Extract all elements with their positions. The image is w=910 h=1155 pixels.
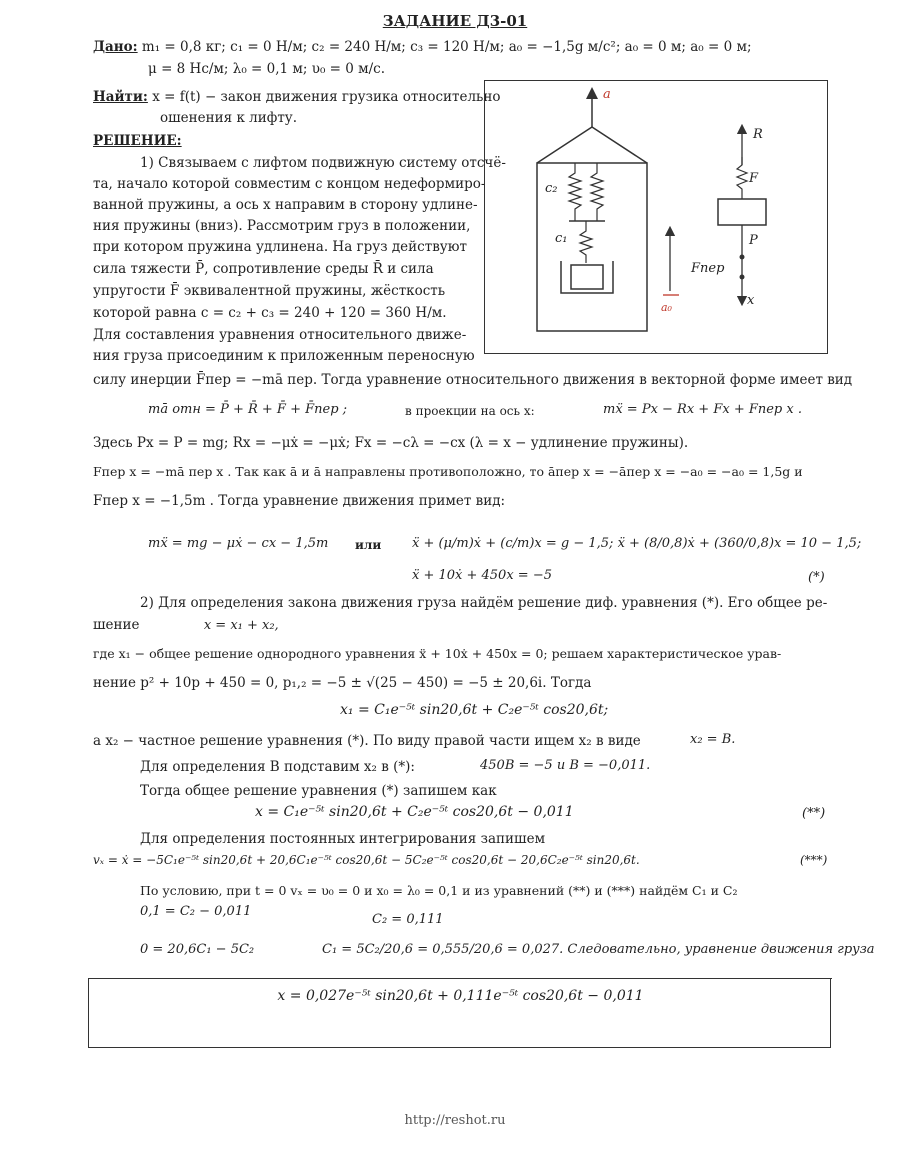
label-a0: a₀ bbox=[661, 301, 672, 314]
p2-line3: где x₁ − общее решение однородного уравнения ẍ + 10ẋ + 450x = 0; решаем характеристическое урав- bbox=[93, 646, 782, 661]
p2-line2-eq: x = x₁ + x₂, bbox=[203, 618, 279, 633]
p2-line2-label: шение bbox=[93, 617, 140, 633]
eq-motion: mẍ = mg − μẋ − cx − 1,5m bbox=[148, 536, 329, 551]
given-line2: μ = 8 Нс/м; λ₀ = 0,1 м; υ₀ = 0 м/с. bbox=[148, 61, 386, 77]
p2-line1: 2) Для определения закона движения груза найдём решение диф. уравнения (*). Его общее ре- bbox=[140, 595, 828, 611]
label-c1: c₁ bbox=[555, 231, 568, 246]
p2-line2 bbox=[93, 614, 279, 637]
const-line: Для определения постоянных интегрирования запишем bbox=[140, 831, 546, 847]
damper bbox=[561, 261, 613, 293]
label-F: F bbox=[749, 171, 759, 186]
x2-line-a: а x₂ − частное решение уравнения (*). По виду правой части ищем x₂ в виде bbox=[93, 733, 641, 749]
eq-final: ẍ + 10ẋ + 450x = −5 bbox=[412, 568, 552, 583]
find-label: Найти: bbox=[93, 89, 148, 105]
p1-line: сила тяжести P̄, сопротивление среды R̄ и сила bbox=[93, 261, 434, 277]
v-eq: vₓ = ẋ = −5C₁e⁻⁵ᵗ sin20,6t + 20,6C₁e⁻⁵ᵗ cos20,6t − 5C₂e⁻⁵ᵗ cos20,6t − 20,6C₂e⁻⁵ᵗ sin20,6t. bbox=[93, 853, 640, 867]
eq-mark-2: (**) bbox=[802, 806, 826, 821]
x2-line-b: x₂ = B. bbox=[690, 732, 736, 747]
mechanism-figure bbox=[484, 80, 828, 354]
spring-c3 bbox=[591, 163, 603, 221]
fbd-block bbox=[718, 199, 766, 225]
p1-line: та, начало которой совместим с концом недеформиро- bbox=[93, 176, 486, 192]
p1-line: Для составления уравнения относительного движе- bbox=[93, 327, 467, 343]
spring-c2 bbox=[569, 163, 581, 221]
p1-line: которой равна c = c₂ + c₃ = 240 + 120 = 360 Н/м. bbox=[93, 305, 447, 321]
eq-projection-label: в проекции на ось x: bbox=[405, 404, 535, 418]
label-P: P bbox=[749, 233, 758, 248]
label-c2: c₂ bbox=[545, 181, 558, 196]
figure-drawing bbox=[485, 81, 826, 352]
find-line2: ошенения к лифту. bbox=[160, 110, 298, 126]
c-eq1: 0,1 = C₂ − 0,011 bbox=[140, 904, 252, 919]
c-eq2: 0 = 20,6C₁ − 5C₂ bbox=[140, 942, 255, 957]
solution-label: РЕШЕНИЕ: bbox=[93, 133, 182, 149]
here-line: Здесь Px = P = mg; Rx = −μẋ = −μẋ; Fx = −cλ = −cx (λ = x − удлинение пружины). bbox=[93, 435, 689, 451]
p1-line: ния груза присоединим к приложенным переносную bbox=[93, 348, 475, 364]
label-a: a bbox=[603, 87, 611, 102]
spring-c1 bbox=[580, 221, 592, 263]
p1-line: 1) Связываем с лифтом подвижную систему отсчё- bbox=[140, 155, 506, 171]
general-eq: x = C₁e⁻⁵ᵗ sin20,6t + C₂e⁻⁵ᵗ cos20,6t − 0,011 bbox=[255, 804, 574, 820]
footer-url[interactable]: http://reshot.ru bbox=[404, 1113, 506, 1128]
find-block bbox=[93, 86, 501, 108]
p1-line: ванной пружины, а ось x направим в сторону удлине- bbox=[93, 197, 478, 213]
load-block bbox=[571, 265, 603, 289]
c-eq3: C₁ = 5C₂/20,6 = 0,555/20,6 = 0,027. Следовательно, уравнение движения груза bbox=[322, 942, 875, 957]
page-title: ЗАДАНИЕ Д3-01 bbox=[382, 12, 528, 30]
inertia-line2: Fпер x = −1,5m . Тогда уравнение движения примет вид: bbox=[93, 493, 506, 509]
eq-projection: mẍ = Px − Rx + Fx + Fпер x . bbox=[603, 402, 802, 417]
general-line: Тогда общее решение уравнения (*) запишем как bbox=[140, 783, 497, 799]
inertia-line: Fпер x = −mā пер x . Так как ā и ā направлены противоположно, то āпер x = −āпер x = −a₀ = −a₀ = 1,5g и bbox=[93, 464, 803, 479]
c-eq1b: C₂ = 0,111 bbox=[372, 912, 444, 927]
x1-eq: x₁ = C₁e⁻⁵ᵗ sin20,6t + C₂e⁻⁵ᵗ cos20,6t; bbox=[340, 702, 609, 718]
eq-mark-3: (***) bbox=[800, 853, 828, 867]
inertia-text: силу инерции F̄пер = −mā пер. Тогда уравнение относительного движения в векторной форме имеет вид bbox=[93, 372, 853, 388]
given-line1: m₁ = 0,8 кг; c₁ = 0 Н/м; c₂ = 240 Н/м; c₃ = 120 Н/м; a₀ = −1,5g м/с²; a₀ = 0 м; a₀ = 0 м; bbox=[141, 39, 752, 55]
elevator-roof bbox=[537, 127, 647, 163]
eq-mark-1: (*) bbox=[808, 570, 825, 585]
eq-or: или bbox=[355, 538, 382, 552]
p1-line: ния пружины (вниз). Рассмотрим груз в положении, bbox=[93, 218, 471, 234]
cond-line: По условию, при t = 0 vₓ = υ₀ = 0 и x₀ = λ₀ = 0,1 и из уравнений (**) и (***) найдём C₁ и C₂ bbox=[140, 883, 738, 898]
given-label: Дано: bbox=[93, 39, 138, 55]
given-block bbox=[93, 36, 752, 58]
label-R: R bbox=[753, 127, 763, 142]
b-line-a: Для определения B подставим x₂ в (*): bbox=[140, 759, 415, 775]
label-Fper: Fпер bbox=[691, 261, 725, 276]
b-line-b: 450B = −5 и B = −0,011. bbox=[480, 758, 651, 773]
p1-line: при котором пружина удлинена. На груз действуют bbox=[93, 239, 467, 255]
label-x: x bbox=[747, 293, 755, 308]
answer-eq: x = 0,027e⁻⁵ᵗ sin20,6t + 0,111e⁻⁵ᵗ cos20,6t − 0,011 bbox=[277, 988, 644, 1004]
p1-line: упругости F̄ эквивалентной пружины, жёсткость bbox=[93, 283, 446, 299]
eq-motion2: ẍ + (μ/m)ẋ + (c/m)x = g − 1,5; ẍ + (8/0,8)ẋ + (360/0,8)x = 10 − 1,5; bbox=[412, 536, 862, 551]
answer-box bbox=[88, 978, 831, 1048]
p2-line4: нение p² + 10p + 450 = 0, p₁,₂ = −5 ± √(25 − 450) = −5 ± 20,6i. Тогда bbox=[93, 675, 592, 691]
eq-vector: mā отн = P̄ + R̄ + F̄ + F̄пер ; bbox=[148, 402, 348, 417]
find-line1: x = f(t) − закон движения грузика относительно bbox=[152, 89, 501, 105]
